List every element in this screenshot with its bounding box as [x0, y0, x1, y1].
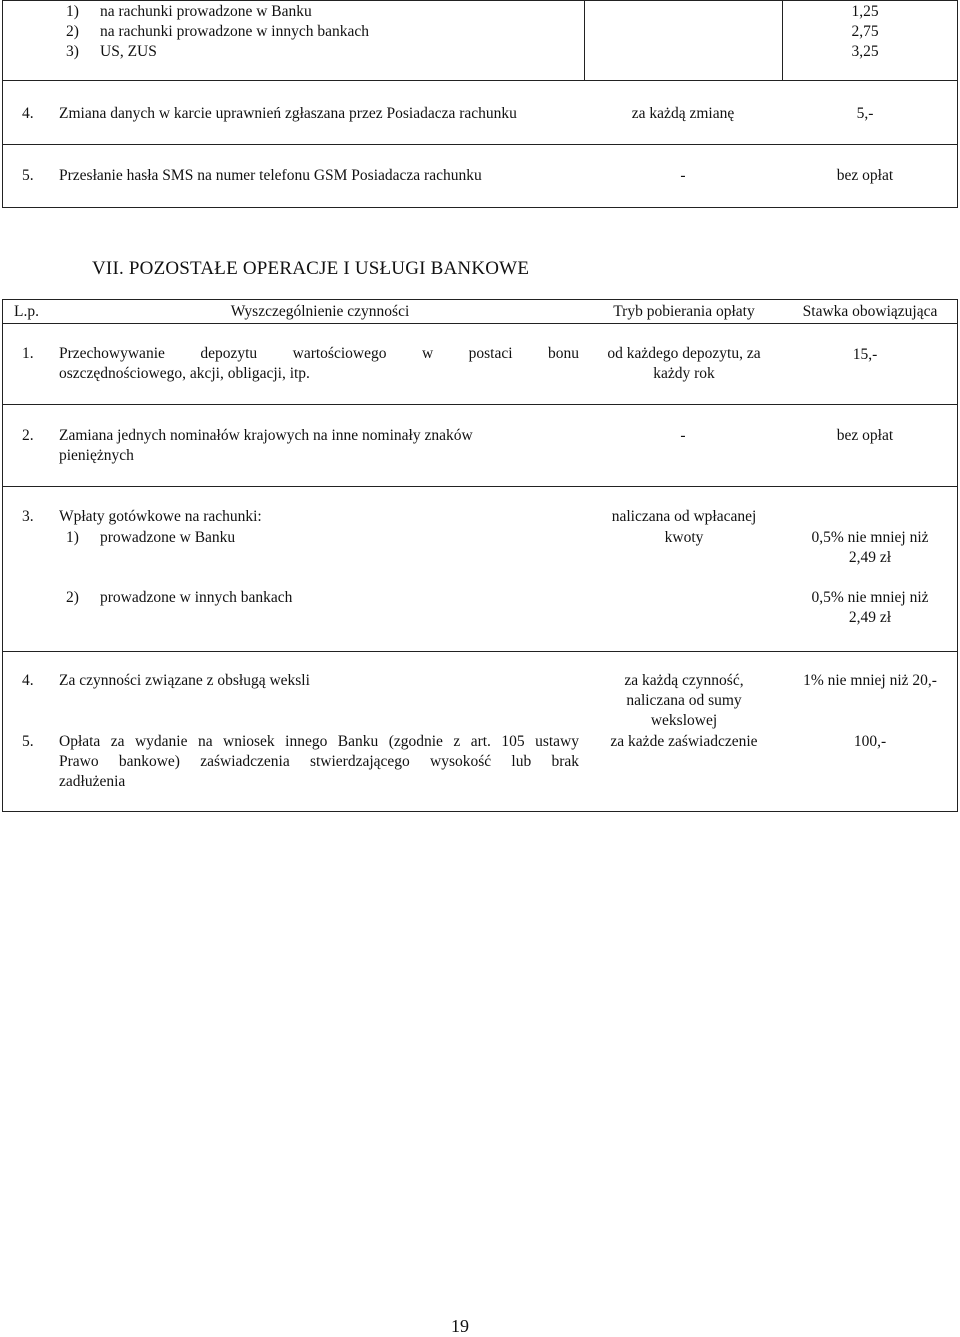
row-mode-cont: naliczana od sumy	[626, 692, 742, 709]
rate-value: 3,25	[851, 43, 879, 60]
row-rate: bez opłat	[836, 427, 894, 444]
list-item	[66, 42, 157, 62]
row-mode: -	[680, 167, 686, 184]
row-mode: od każdego depozytu, za	[607, 345, 761, 362]
row-description-cont: pieniężnych	[59, 447, 134, 464]
section-title: VII. POZOSTAŁE OPERACJE I USŁUGI BANKOWE	[92, 258, 530, 279]
row-description: Zamiana jednych nominałów krajowych na inne nominały znaków	[59, 427, 473, 444]
item-number: 1)	[66, 3, 79, 20]
row-rate: 0,5% nie mniej niż	[811, 589, 929, 606]
row-number: 5.	[22, 733, 34, 750]
row-description: Przesłanie hasła SMS na numer telefonu GSM Posiadacza rachunku	[59, 167, 482, 184]
row-number: 1.	[22, 345, 34, 362]
row-mode-cont: kwoty	[664, 529, 704, 546]
row-rate: 1% nie mniej niż 20,-	[803, 672, 937, 689]
row-mode: za każdą czynność,	[624, 672, 744, 689]
item-number: 3)	[66, 43, 79, 60]
row-rate: bez opłat	[836, 167, 894, 184]
header-mode: Tryb pobierania opłaty	[613, 303, 755, 320]
row-mode-cont: wekslowej	[650, 712, 718, 729]
item-number: 2)	[66, 23, 79, 40]
row-description: Wpłaty gotówkowe na rachunki:	[59, 508, 262, 525]
header-lp: L.p.	[14, 303, 39, 320]
row-rate-cont: 2,49 zł	[848, 549, 892, 566]
row-number: 5.	[22, 167, 34, 184]
header-rate: Stawka obowiązująca	[802, 303, 938, 320]
row-description: Opłata za wydanie na wniosek innego Banku (zgodnie z art. 105 ustawy	[59, 733, 579, 750]
row-rate: 15,-	[852, 346, 878, 363]
row-number: 2.	[22, 427, 34, 444]
row-description: Przechowywanie depozytu wartościowego w postaci bonu	[59, 345, 579, 362]
row-rate: 0,5% nie mniej niż	[811, 529, 929, 546]
row-description: Za czynności związane z obsługą weksli	[59, 672, 310, 689]
page-number: 19	[451, 1316, 469, 1336]
row-description-cont: Prawo bankowe) zaświadczenia stwierdzającego wysokość lub brak	[59, 753, 579, 770]
item-text: na rachunki prowadzone w Banku	[100, 3, 312, 20]
list-item	[66, 2, 312, 22]
row-mode: -	[680, 427, 686, 444]
item-number: 2)	[66, 589, 79, 606]
row-rate: 5,-	[856, 105, 874, 122]
row-description-cont: oszczędnościowego, akcji, obligacji, itp.	[59, 365, 310, 382]
row-mode: za każde zaświadczenie	[610, 733, 758, 750]
row-mode-cont: każdy rok	[653, 365, 715, 382]
row-mode: naliczana od wpłacanej	[611, 508, 757, 525]
row-description-cont: zadłużenia	[59, 773, 126, 790]
item-text: prowadzone w innych bankach	[100, 589, 293, 606]
item-number: 1)	[66, 529, 79, 546]
list-item	[66, 528, 236, 548]
row-description: Zmiana danych w karcie uprawnień zgłaszana przez Posiadacza rachunku	[59, 105, 517, 122]
row-rate-cont: 2,49 zł	[848, 609, 892, 626]
list-item	[66, 588, 293, 608]
item-text: na rachunki prowadzone w innych bankach	[100, 23, 369, 40]
row-number: 4.	[22, 672, 34, 689]
rate-value: 1,25	[851, 3, 879, 20]
item-text: US, ZUS	[100, 43, 157, 60]
row-mode: za każdą zmianę	[631, 105, 735, 122]
header-description: Wyszczególnienie czynności	[230, 303, 410, 320]
row-number: 4.	[22, 105, 34, 122]
rate-value: 2,75	[851, 23, 879, 40]
row-rate: 100,-	[853, 733, 887, 750]
list-item	[66, 22, 369, 42]
item-text: prowadzone w Banku	[100, 529, 236, 546]
row-number: 3.	[22, 508, 34, 525]
